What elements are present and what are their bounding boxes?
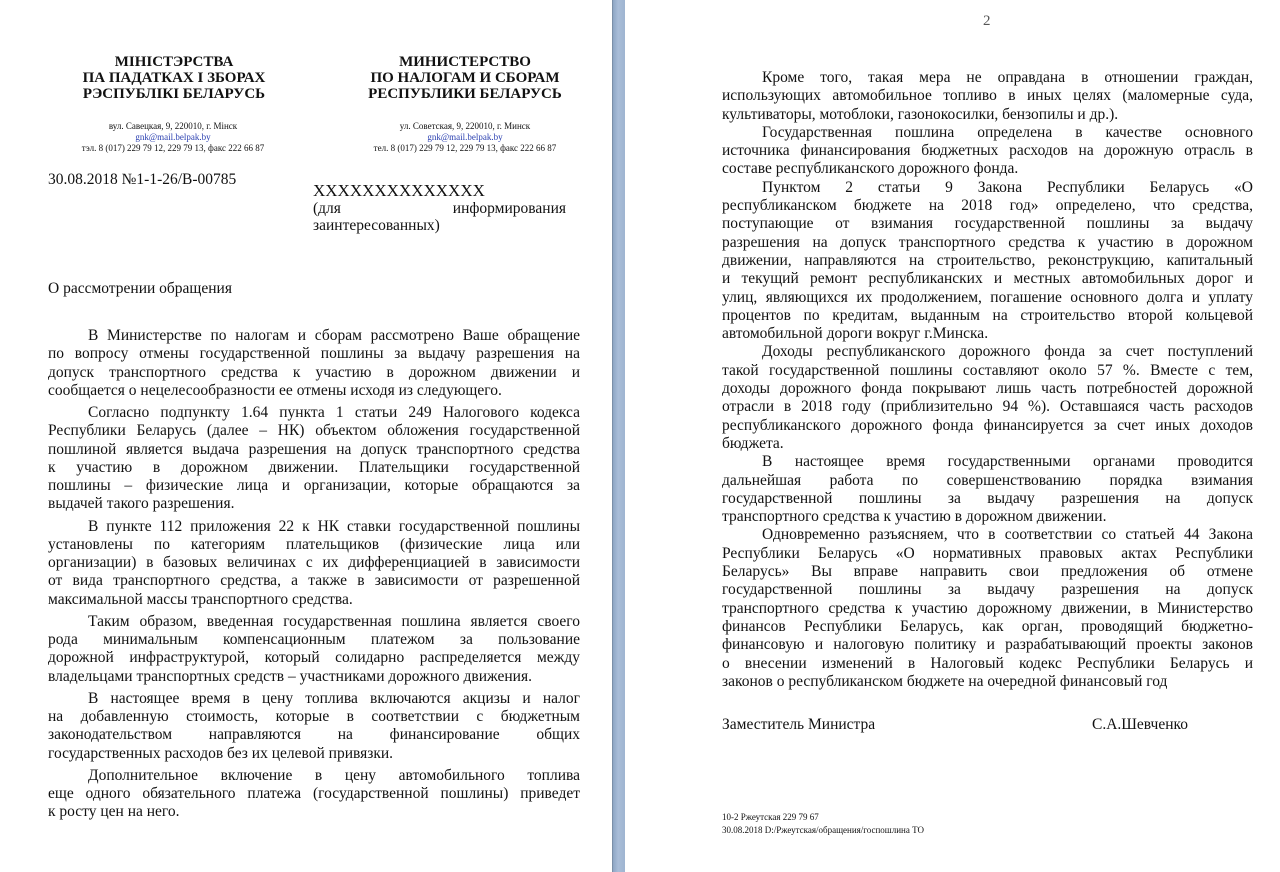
letter-subject: О рассмотрении обращения — [48, 280, 232, 297]
address-street: вул. Савецкая, 9, 220010, г. Мінск — [108, 121, 238, 131]
note-text: информирования — [452, 200, 566, 217]
text-line: использующих автомобильное топливо в иных целях (маломерные суда, — [722, 87, 1253, 105]
text-line: Республики Беларусь (далее – НК) объектом обложения государственной — [48, 422, 580, 440]
page-1 — [0, 0, 612, 872]
footer-notes — [722, 811, 924, 837]
paragraph — [48, 767, 580, 822]
paragraph — [48, 518, 580, 609]
text-line: В настоящее время в цену топлива включаются акцизы и налог — [88, 689, 580, 707]
text-line: к росту цен на него. — [48, 803, 180, 821]
text-line: движении, направляются на строительство, реконструкцию, капитальный — [722, 251, 1253, 269]
address-phone: тел. 8 (017) 229 79 12, 229 79 13, факс 222 66 87 — [373, 143, 557, 153]
signatory-name: С.А.Шевченко — [1092, 716, 1188, 733]
text-line: Республики Беларусь «О нормативных правовых актах Республики — [722, 544, 1253, 562]
text-line: Кроме того, такая мера не оправдана в отношении граждан, — [762, 69, 1253, 86]
paragraph — [48, 690, 580, 763]
page-separator — [612, 0, 626, 872]
text-line: по вопросу отмены государственной пошлины за выдачу разрешения на — [48, 345, 580, 363]
text-line: бюджета. — [722, 434, 784, 452]
text-line: пошлиной является выдача разрешения на допуск транспортного средства — [48, 440, 580, 458]
paragraph — [722, 69, 1253, 124]
heading-line: МИНИСТЕРСТВО — [399, 54, 531, 70]
signatory-position: Заместитель Министра — [722, 716, 876, 733]
text-line: от вида транспортного средства, а также в зависимости от разрешенной — [48, 572, 580, 590]
text-line: такой государственной пошлины составляют около 57 %. Вместе с тем, — [722, 361, 1253, 379]
text-line: республиканском бюджете на 2018 год» определено, что средства, — [722, 197, 1253, 215]
text-line: транспортного средства к участию в дорожном движении. — [722, 508, 1107, 526]
email-link[interactable]: gnk@mail.belpak.by — [427, 132, 503, 142]
heading-line: ПО НАЛОГАМ И СБОРАМ — [370, 70, 560, 86]
text-line: государственной пошлины за выдачу разрешения на допуск — [722, 581, 1253, 599]
text-line: о внесении изменений в Налоговый кодекс Республики Беларусь и — [722, 654, 1253, 672]
text-line: культиваторы, мотоблоки, газонокосилки, бензопилы и др.). — [722, 105, 1119, 123]
text-line: максимальной массы транспортного средства. — [48, 590, 353, 608]
paragraph — [48, 327, 580, 400]
paragraph — [722, 343, 1253, 453]
text-line: государственной пошлины за выдачу разрешения на допуск — [722, 489, 1253, 507]
text-line: Пунктом 2 статьи 9 Закона Республики Беларусь «О — [762, 178, 1253, 196]
text-line: государственных расходов без их целевой привязки. — [48, 744, 394, 762]
text-line: к участию в дорожном движении. Плательщики государственной — [48, 458, 580, 476]
text-line: улиц, являющихся их продолжением, погашение основного долга и уплату — [722, 288, 1253, 306]
ministry-name-russian — [365, 54, 565, 102]
text-line: В настоящее время государственными органами проводится — [762, 453, 1253, 471]
text-line: Дополнительное включение в цену автомобильного топлива — [88, 766, 580, 784]
text-line: и текущий ремонт республиканских и местных автомобильных дорог и — [722, 270, 1253, 288]
text-line: организации) в базовых величинах с их дифференциацией в зависимости — [48, 554, 580, 572]
paragraph — [722, 453, 1253, 526]
addressee-name: XXXXXXXXXXXXXX — [313, 181, 485, 200]
note-text: (для — [313, 200, 341, 217]
text-line: законов о республиканском бюджете на очередной финансовый год — [722, 672, 1168, 690]
text-line: источника финансирования бюджетных расходов на дорожную отрасль в — [722, 142, 1253, 160]
text-line: В Министерстве по налогам и сборам рассмотрено Ваше обращение — [88, 327, 580, 344]
text-line: на добавленную стоимость, которые в соответствии с бюджетным — [48, 708, 580, 726]
text-line: разрешения на допуск транспортного средства к участию в дорожном — [722, 233, 1253, 251]
text-line: процентов по кредитам, выданным на строительство второй кольцевой — [722, 306, 1253, 324]
text-line: республиканского дорожного фонда финансируется за счет иных доходов — [722, 416, 1253, 434]
text-line: отрасли в 2018 году (приблизительно 94 %). Оставшаяся часть расходов — [722, 398, 1253, 416]
paragraph — [722, 124, 1253, 179]
text-line: Одновременно разъясняем, что в соответствии со статьей 44 Закона — [762, 526, 1253, 544]
text-line: составе республиканского дорожного фонда. — [722, 160, 1019, 178]
registration-number: 30.08.2018 №1-1-26/В-00785 — [48, 171, 237, 188]
text-line: выдачей такого разрешения. — [48, 495, 235, 513]
email-link[interactable]: gnk@mail.belpak.by — [135, 132, 211, 142]
heading-line: РЭСПУБЛІКІ БЕЛАРУСЬ — [82, 86, 266, 102]
heading-line: МІНІСТЭРСТВА — [114, 54, 234, 70]
heading-line: ПА ПАДАТКАХ І ЗБОРАХ — [82, 70, 266, 86]
address-phone: тэл. 8 (017) 229 79 12, 229 79 13, факс 222 66 87 — [81, 143, 265, 153]
address-street: ул. Советская, 9, 220010, г. Минск — [399, 121, 531, 131]
text-line: владельцами транспортных средств – участниками дорожного движения. — [48, 667, 532, 685]
text-line: дальнейшая работа по совершенствованию порядка взимания — [722, 471, 1253, 489]
paragraph — [722, 526, 1253, 691]
text-line: В пункте 112 приложения 22 к НК ставки государственной пошлины — [88, 517, 580, 535]
paragraph — [48, 404, 580, 514]
text-line: сообщается о нецелесообразности ее отмены исходя из следующего. — [48, 381, 502, 399]
page-2 — [625, 0, 1280, 872]
text-line: финансовую и налоговую политику и разрабатывающий проекты законов — [722, 636, 1253, 654]
text-line: Доходы республиканского дорожного фонда за счет поступлений — [762, 343, 1253, 361]
heading-line: РЕСПУБЛИКИ БЕЛАРУСЬ — [368, 86, 562, 102]
text-line: пошлины – физические лица и организации, которые обращаются за — [48, 477, 580, 495]
paragraph — [48, 613, 580, 686]
paragraph — [722, 179, 1253, 344]
executor-info: 10-2 Ржеутская 229 79 67 — [722, 812, 819, 822]
text-line: поступающие от взимания государственной пошлины за выдачу — [722, 215, 1253, 233]
addressee-note — [313, 200, 566, 234]
ministry-name-belarusian — [74, 54, 274, 102]
text-line: установлены по категориям плательщиков (физические лица или — [48, 535, 580, 553]
text-line: еще одного обязательного платежа (государственной пошлины) приведет — [48, 785, 580, 803]
text-line: рода минимальным компенсационным платежом за пользование — [48, 631, 580, 649]
letter-body — [48, 327, 580, 826]
text-line: финансов Республики Беларусь, как орган, проводящий бюджетно- — [722, 617, 1253, 635]
text-line: законодательством направляются на финансирование общих — [48, 726, 580, 744]
note-text: заинтересованных) — [313, 217, 440, 234]
text-line: Беларусь» Вы вправе направить свои предложения об отмене — [722, 563, 1253, 581]
page-number: 2 — [983, 13, 991, 29]
text-line: автомобильной дороги вокруг г.Минска. — [722, 325, 989, 343]
address-belarusian — [43, 121, 303, 154]
text-line: Таким образом, введенная государственная пошлина является своего — [88, 612, 580, 630]
text-line: доходы дорожного фонда покрывают лишь часть потребностей дорожной — [722, 380, 1253, 398]
text-line: Согласно подпункту 1.64 пункта 1 статьи 249 Налогового кодекса — [88, 403, 580, 421]
text-line: транспортного средства к участию дорожному движении, в Министерство — [722, 599, 1253, 617]
text-line: Государственная пошлина определена в качестве основного — [762, 123, 1253, 141]
text-line: допуск транспортного средства к участию в дорожном движении и — [48, 363, 580, 381]
address-russian — [340, 121, 590, 154]
text-line: дорожной инфраструктурой, который солидарно распределяется между — [48, 649, 580, 667]
file-path: 30.08.2018 D:/Ржеутская/обращения/госпошлина ТО — [722, 825, 924, 835]
letter-body-continued — [722, 69, 1253, 691]
